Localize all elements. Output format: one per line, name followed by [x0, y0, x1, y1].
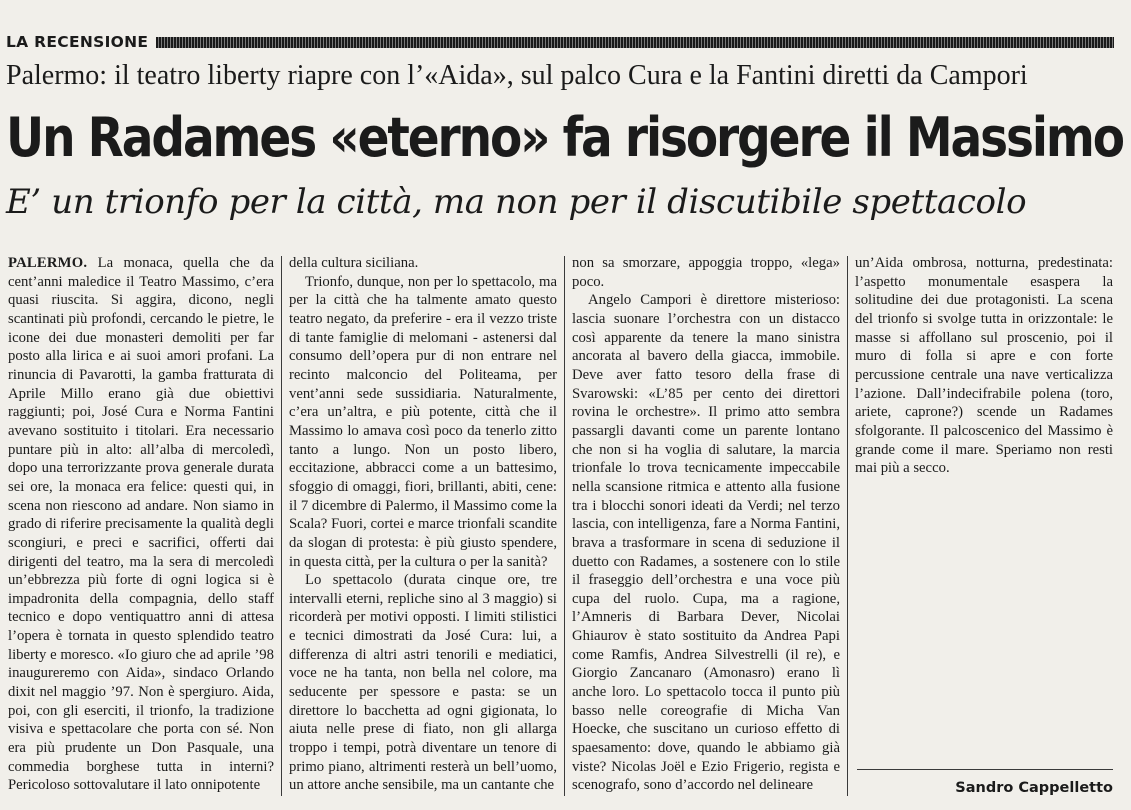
article-paragraph-2: Trionfo, dunque, non per lo spettacolo, ma per la città che ha talmente amato questo teatro negato, da preferire - era il vezzo triste di tante famiglie di melomani - astenersi dal consumo dell’opera pur di non entrare nel recinto malconcio del Politeama, per vent’anni sede sussidiaria. Naturalmente, c’era un’altra, e più potente, città che il Massimo lo amava così poco da tenerlo zitto tanto a lungo. Non un posto libero, eccitazione, abbracci come a un battesimo, sfoggio di omaggi, fiori, brillanti, abiti, cene: il 7 dicembre di Palermo, il Massimo come la Scala? Fuori, cortei e marce trionfali scandite da slogan di protesta: è più giusto spendere, in questa città, per la cultura o per la sanità?: [289, 273, 557, 570]
rubric-label: LA RECENSIONE: [6, 33, 149, 51]
article-column-1: [8, 254, 274, 799]
article-paragraph-1-cont: della cultura siciliana.: [289, 255, 419, 271]
column-rule-3: [847, 256, 848, 796]
column-rule-2: [564, 256, 565, 796]
article-column-3: [572, 254, 840, 799]
article-paragraph-4: Angelo Campori è direttore misterioso: lascia suonare l’orchestra con un distacco così apparente da tenere la mano sinistra ancorata al bavero della giacca, immobile. Deve aver fatto tesoro della frase di Svarowski: «L’85 per cento dei direttori rovina le orchestre». Il primo atto sembra passargli davanti come un parente lontano che non si ha voglia di salutare, la marcia trionfale lo trova tecnicamente impeccabile nella scansione ritmica e attento alla fusione tra i blocchi sonori ideati da Verdi; nel terzo lascia, con intelligenza, fare a Norma Fantini, brava a trasformare in scena di seduzione il duetto con Radames, a sostenere con lo stile il fraseggio dell’orchestra e una voce più cupa del ruolo. Cupa, ma a ragione, l’Amneris di Barbara Dever, Nicolai Ghiaurov è stato sostituito da Andrea Papi come Ramfis, Andrea Silvestrelli (il re), e Giorgio Zancanaro (Amonasro) erano lì anche loro. Lo spettacolo tocca il punto più basso nelle coreografie di Micha Van Hoecke, che suscitano un curioso effetto di spaesamento: dove, quando le abbiamo già viste? Nicolas Joël e Ezio Frigerio, regista e scenografo, sono d’accordo nel delineare: [572, 292, 840, 794]
article-paragraph-1: [8, 254, 274, 795]
article-paragraph-3: non sa smorzare, appoggia troppo, «lega» poco.: [572, 255, 840, 290]
signature-rule: [857, 769, 1113, 770]
article-paragraph-3: Lo spettacolo (durata cinque ore, tre intervalli eterni, repliche sino al 3 maggio) si ricorderà per motivi opposti. I limiti stilistici e tecnici dimostrati da José Cura: lui, a differenza di altri astri tenorili e mediatici, voce ne ha tanta, non bella nel colore, ma seducente per spessore e pasta: se un direttore lo bacchetta ad ogni gigionata, lo aiuta nelle prese di fiato, non gli allarga troppo i tempi, potrà diventare un tenore di primo piano, altrimenti resterà un bell’uomo, un attore anche sensibile, ma un cantante che: [289, 572, 557, 794]
column-rule-1: [281, 256, 282, 796]
article-column-4: [855, 254, 1113, 754]
rubric-bar: [156, 37, 1114, 48]
article-paragraph-4: un’Aida ombrosa, notturna, predestinata: l’aspetto monumentale esaspera la solitudine dei due protagonisti. La scena del trionfo si svolge tutta in orizzontale: le masse si affollano sul proscenio, poi il muro di folla si apre e con forte percussione centrale una nave verticalizza l’azione. Dall’indecifrabile polena (toro, ariete, caprone?) scende un Radames sfolgorante. Il palcoscenico del Massimo è grande come il mare. Speriamo non resti mai più a secco.: [855, 255, 1113, 477]
paragraph-1-text: La monaca, quella che da cent’anni maledice il Teatro Massimo, c’era quasi riuscita. Si aggira, dicono, negli scantinati più profondi, cercando le pietre, le icone dei due monasteri demoliti per far posto alla lirica e ai suoi amori profani. La rinuncia di Pavarotti, la gamba fratturata di Aprile Millo erano già due obiettivi raggiunti; poi, José Cura e Norma Fantini avevano sostituito i titolari. Era necessario puntare più in alto: all’alba di mercoledì, dopo una terrorizzante prova generale durata sei ore, la monaca era felice: questi qui, in scena non riescono ad andare. Non siamo in grado di riferire precisamente la qualità degli scongiuri, e preci e sacrifici, offerti dai dirigenti del teatro, ma la sera di mercoledì un’ebbrezza più forte di ogni logica si è impadronita della compagnia, dello staff tecnico e dopo ventiquattro anni di attesa l’opera è tornata in questo splendido teatro liberty e moresco. «Io giuro che ad aprile ’98 inaugureremo con Aida», sindaco Orlando dixit nel maggio ’97. Non è spergiuro. Aida, poi, con gli eserciti, il trionfo, la tradizione visiva e spettacolare che porta con sé. Non era più prudente un Don Pasquale, una commedia borghese tutta in interni? Pericoloso sottovalutare il lato onnipotente: [8, 255, 274, 794]
dateline: PALERMO.: [8, 255, 88, 271]
byline: Sandro Cappelletto: [955, 780, 1113, 796]
overline: Palermo: il teatro liberty riapre con l’«Aida», sul palco Cura e la Fantini diretti da Campori: [6, 60, 1028, 91]
article-column-2: [289, 254, 557, 799]
headline: Un Radames «eterno» fa risorgere il Massimo: [6, 106, 1123, 170]
subheadline: E’ un trionfo per la città, ma non per il discutibile spettacolo: [6, 182, 1027, 222]
section-rubric: [6, 32, 1114, 52]
